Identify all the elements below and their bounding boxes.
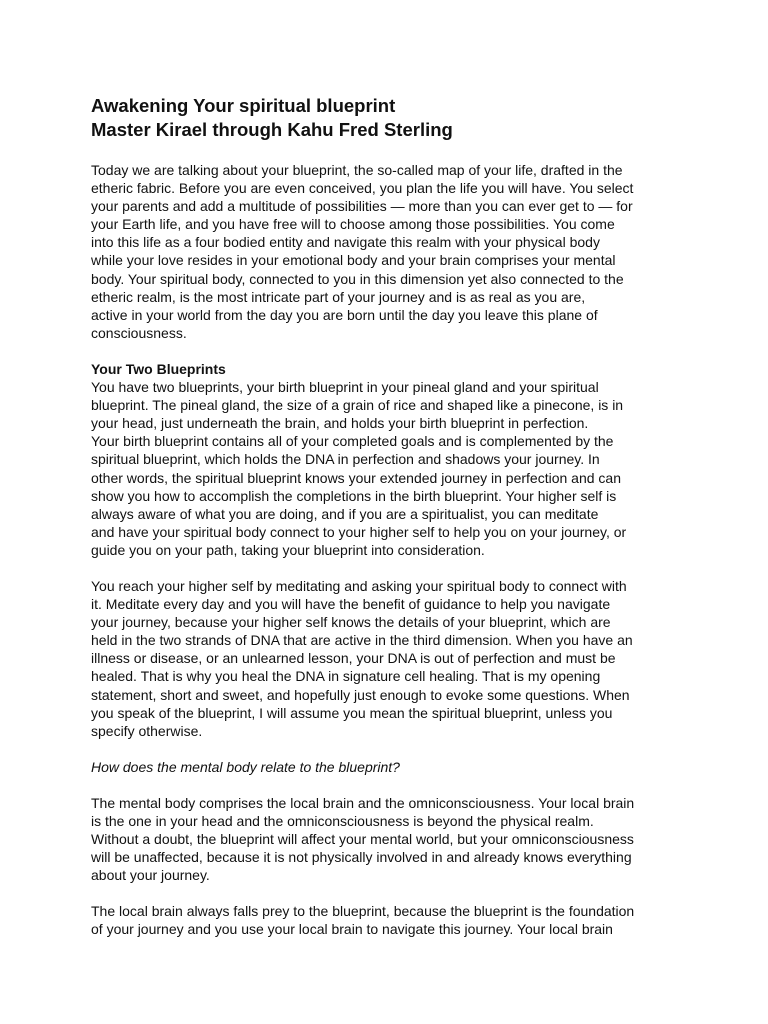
section-heading: Your Two Blueprints (91, 360, 226, 377)
text-line: specify otherwise. (91, 722, 203, 739)
text-line: your Earth life, and you have free will to choose among those possibilities. You come (91, 216, 615, 233)
mental-body-paragraph (91, 794, 678, 884)
text-line: while your love resides in your emotional body and your brain comprises your mental (91, 252, 616, 269)
text-line: The mental body comprises the local brain and the omniconsciousness. Your local brain (91, 794, 635, 811)
text-line: Your birth blueprint contains all of your completed goals and is complemented by the (91, 433, 614, 450)
text-line: it. Meditate every day and you will have the benefit of guidance to help you navigate (91, 596, 611, 613)
text-line: illness or disease, or an unlearned lesson, your DNA is out of perfection and must be (91, 650, 616, 667)
text-line: will be unaffected, because it is not physically involved in and already knows everything (91, 849, 632, 866)
text-line: guide you on your path, taking your blueprint into consideration. (91, 541, 485, 558)
author-line: Master Kirael through Kahu Fred Sterling (91, 119, 453, 140)
text-line: body. Your spiritual body, connected to you in this dimension yet also connected to the (91, 270, 624, 287)
text-line: you speak of the blueprint, I will assume you mean the spiritual blueprint, unless you (91, 704, 613, 721)
text-line: You reach your higher self by meditating and asking your spiritual body to connect with (91, 577, 627, 594)
text-line: spiritual blueprint, which holds the DNA in perfection and shadows your journey. In (91, 451, 600, 468)
intro-paragraph (91, 161, 678, 342)
text-line: your head, just underneath the brain, and holds your birth blueprint in perfection. (91, 415, 589, 432)
title-line: Awakening Your spiritual blueprint (91, 95, 396, 116)
text-line: about your journey. (91, 867, 210, 884)
text-line: other words, the spiritual blueprint knows your extended journey in perfection and can (91, 469, 621, 486)
text-line: etheric realm, is the most intricate part of your journey and is as real as you are, (91, 288, 586, 305)
text-line: etheric fabric. Before you are even conceived, you plan the life you will have. You select (91, 180, 634, 197)
local-brain-paragraph (91, 902, 678, 938)
text-line: is the one in your head and the omniconsciousness is beyond the physical realm. (91, 813, 594, 829)
text-line: statement, short and sweet, and hopefully just enough to evoke some questions. When (91, 686, 630, 703)
higher-self-paragraph (91, 577, 678, 740)
text-line: active in your world from the day you are born until the day you leave this plane of (91, 306, 598, 323)
question-line: How does the mental body relate to the blueprint? (91, 758, 400, 775)
text-line: You have two blueprints, your birth blueprint in your pineal gland and your spiritual (91, 379, 599, 396)
text-line: into this life as a four bodied entity and navigate this realm with your physical body (91, 234, 600, 251)
text-line: The local brain always falls prey to the blueprint, because the blueprint is the foundation (91, 903, 635, 920)
text-line: Without a doubt, the blueprint will affect your mental world, but your omniconsciousness (91, 831, 634, 848)
text-line: blueprint. The pineal gland, the size of a grain of rice and shaped like a pinecone, is in (91, 397, 624, 414)
text-line: show you how to accomplish the completions in the birth blueprint. Your higher self is (91, 487, 617, 504)
text-line: held in the two strands of DNA that are active in the third dimension. When you have an (91, 632, 633, 649)
text-line: healed. That is why you heal the DNA in signature cell healing. That is my opening (91, 668, 601, 685)
text-line: Today we are talking about your blueprint, the so-called map of your life, drafted in the (91, 162, 623, 178)
text-line: of your journey and you use your local brain to navigate this journey. Your local brain (91, 921, 613, 938)
text-line: and have your spiritual body connect to your higher self to help you on your journey, or (91, 523, 627, 540)
text-line: always aware of what you are doing, and if you are a spiritualist, you can meditate (91, 505, 599, 522)
text-line: consciousness. (91, 324, 187, 341)
text-line: your journey, because your higher self knows the details of your blueprint, which are (91, 614, 611, 631)
two-blueprints-section (91, 360, 678, 559)
document-title (91, 94, 678, 142)
text-line: your parents and add a multitude of possibilities — more than you can ever get to — for (91, 198, 633, 215)
